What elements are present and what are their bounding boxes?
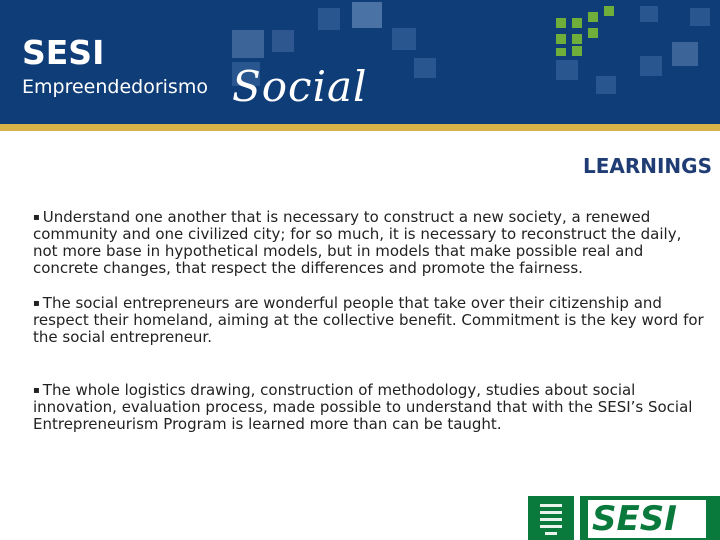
green-square bbox=[556, 48, 566, 56]
bullet-item bbox=[33, 295, 705, 346]
decor-square bbox=[318, 8, 340, 30]
decor-square bbox=[392, 28, 416, 50]
brand-title: SESI bbox=[22, 33, 105, 72]
header-gold-rule bbox=[0, 124, 720, 131]
decor-square bbox=[414, 58, 436, 78]
green-square bbox=[572, 34, 582, 44]
sesi-logo bbox=[580, 496, 720, 540]
bullet-text: Understand one another that is necessary to construct a new society, a renewed community and one civilized city; for so much, it is necessary to reconstruct the daily, not more base in hypothetical models, but in models that make possible real and concrete changes, that respect the differences and promote the fairness. bbox=[33, 208, 682, 277]
decor-square bbox=[596, 76, 616, 94]
green-square bbox=[556, 34, 566, 44]
sesi-logo-text: SESI bbox=[592, 499, 677, 539]
decor-square bbox=[352, 2, 382, 28]
decor-square bbox=[690, 8, 710, 26]
green-square bbox=[604, 6, 614, 16]
decor-square bbox=[672, 42, 698, 66]
bullet-marker-icon: ▪ bbox=[33, 298, 40, 309]
decor-square bbox=[272, 30, 294, 52]
bullet-item bbox=[33, 209, 705, 277]
decor-square bbox=[232, 30, 264, 58]
green-square bbox=[556, 18, 566, 28]
green-square bbox=[588, 28, 598, 38]
green-square bbox=[572, 18, 582, 28]
decor-square bbox=[640, 6, 658, 22]
decor-square bbox=[556, 60, 578, 80]
emblem-icon bbox=[528, 496, 574, 540]
bullet-marker-icon: ▪ bbox=[33, 385, 40, 396]
bullet-text: The social entrepreneurs are wonderful people that take over their citizenship and respect their homeland, aiming at the collective benefit. Commitment is the key word for the social entrepreneur. bbox=[33, 294, 704, 346]
header-banner bbox=[0, 0, 720, 124]
bullet-marker-icon: ▪ bbox=[33, 212, 40, 223]
bullet-text: The whole logistics drawing, construction of methodology, studies about social innovation, evaluation process, made possible to understand that with the SESI’s Social Entrepreneurism Program is learned more than can be taught. bbox=[33, 381, 693, 433]
page-title: LEARNINGS bbox=[582, 154, 712, 178]
green-square bbox=[572, 46, 582, 56]
brand-script: Social bbox=[232, 62, 368, 111]
green-square bbox=[588, 12, 598, 22]
decor-square bbox=[640, 56, 662, 76]
bullet-list bbox=[33, 209, 705, 433]
bullet-item bbox=[33, 382, 705, 433]
brand-subtitle: Empreendedorismo bbox=[22, 76, 208, 98]
